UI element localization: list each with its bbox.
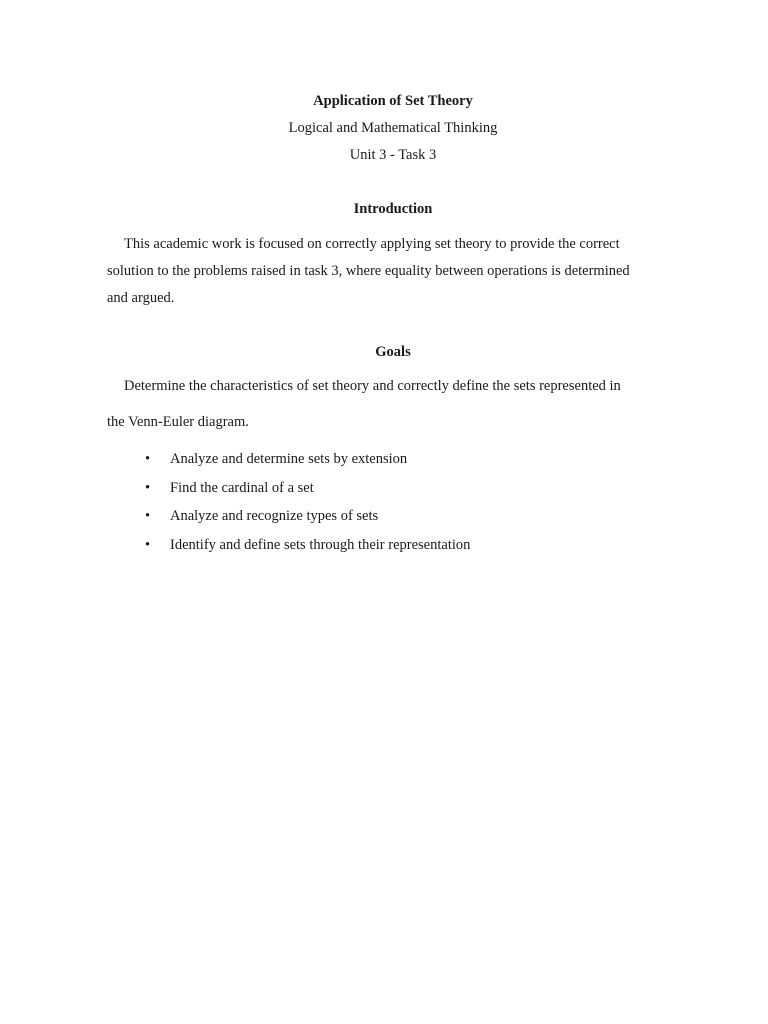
list-item-text: Analyze and determine sets by extension (170, 451, 408, 467)
introduction-line: This academic work is focused on correctly applying set theory to provide the correct (124, 236, 620, 252)
bullet-icon: • (145, 480, 151, 496)
bullet-icon: • (145, 451, 151, 467)
course-name: Logical and Mathematical Thinking (288, 120, 498, 136)
bullet-icon: • (145, 537, 151, 553)
document-title: Application of Set Theory (313, 93, 473, 109)
goals-line: Determine the characteristics of set theory and correctly define the sets represented in (124, 378, 621, 394)
list-item-text: Analyze and recognize types of sets (170, 508, 379, 524)
introduction-heading: Introduction (353, 201, 433, 217)
bullet-icon: • (145, 508, 151, 524)
introduction-line: and argued. (107, 290, 175, 306)
list-item-text: Find the cardinal of a set (170, 480, 314, 496)
unit-task: Unit 3 - Task 3 (349, 147, 437, 163)
list-item-text: Identify and define sets through their representation (170, 537, 471, 553)
goals-heading: Goals (375, 344, 411, 360)
goals-line: the Venn-Euler diagram. (107, 414, 249, 430)
introduction-line: solution to the problems raised in task 3, where equality between operations is determined (107, 263, 630, 279)
